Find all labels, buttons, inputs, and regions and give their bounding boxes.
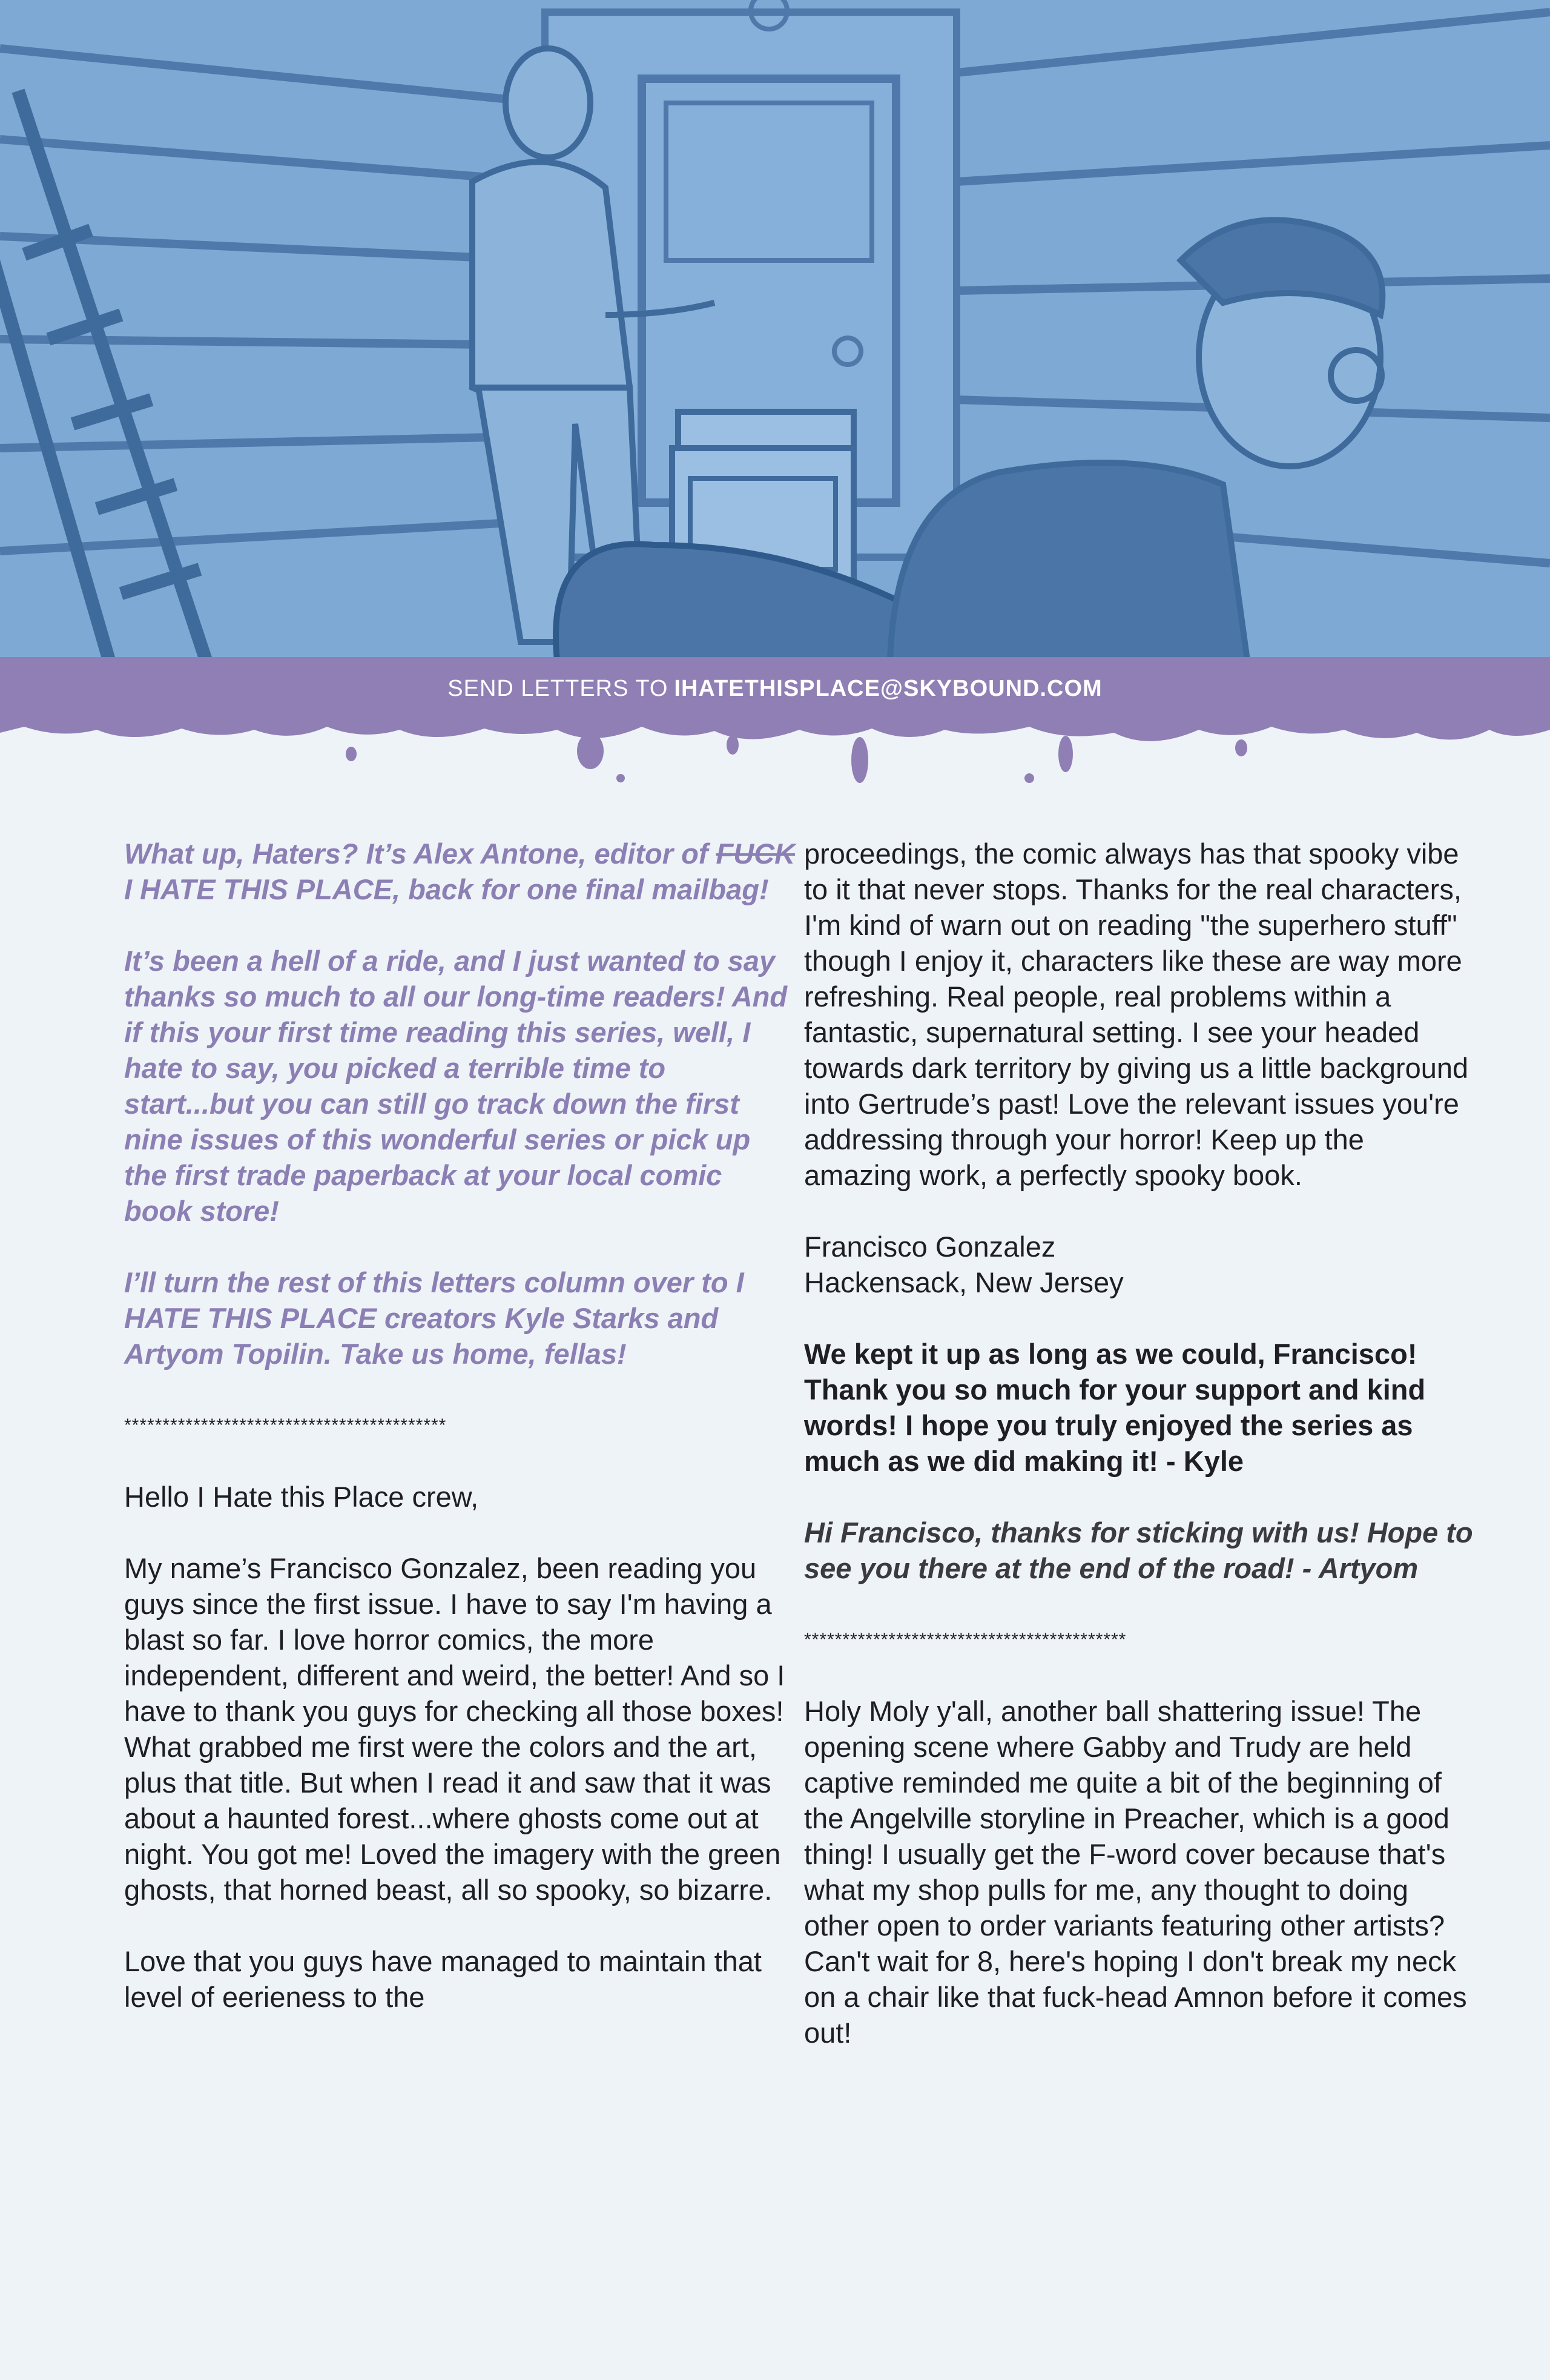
left-column (124, 836, 796, 2051)
right-column (804, 836, 1476, 2086)
letter-paragraph-1: My name’s Francisco Gonzalez, been reading you guys since the first issue. I have to say I'm having a blast so far. I love horror comics, the more independent, different and weird, the better! And so I have to thank you guys for checking all those boxes! What grabbed me first were the colors and the art, plus that title. But when I read it and saw that it was about a haunted forest...where ghosts come out at night. You got me! Loved the imagery with the green ghosts, that horned beast, all so spooky, so bizarre. (124, 1552, 785, 1906)
letter-paragraph-2: Love that you guys have managed to maintain that level of eerieness to the (124, 1945, 762, 2013)
editor-paragraph-2: It’s been a hell of a ride, and I just wanted to say thanks so much to all our long-time readers! And if this your first time reading this series, well, I hate to say, you picked a terrible time to start...but you can still go track down the first nine issues of this wonderful series or pick up the first trade paperback at your local comic book store! (124, 945, 788, 1227)
editor-intro-strikethrough: FUCK (716, 838, 796, 870)
section-divider-2: ****************************************** (804, 1630, 1127, 1650)
section-divider: ****************************************** (124, 1415, 447, 1435)
letter-signoff-place: Hackensack, New Jersey (804, 1266, 1124, 1298)
editor-intro-text-2: I HATE THIS PLACE, back for one final mailbag! (124, 873, 769, 905)
letter-signoff-name: Francisco Gonzalez (804, 1231, 1056, 1263)
kyle-reply: We kept it up as long as we could, Francisco! Thank you so much for your support and kind words! I hope you truly enjoyed the series as much as we did making it! - Kyle (804, 1338, 1426, 1477)
letter-2: Holy Moly y'all, another ball shattering issue! The opening scene where Gabby and Trudy are held captive reminded me quite a bit of the beginning of the Angelville storyline in Preacher, which is a good thing! I usually get the F-word cover because that's what my shop pulls for me, any thought to doing other open to order variants featuring other artists? Can't wait for 8, here's hoping I don't break my neck on a chair like that fuck-head Amnon before it comes out! (804, 1695, 1467, 2049)
letters-email-link[interactable]: IHATETHISPLACE@SKYBOUND.COM (674, 676, 1103, 701)
letter-continued: proceedings, the comic always has that spooky vibe to it that never stops. Thanks for the real characters, I'm kind of warn out on reading "the superhero stuff" though I enjoy it, characters like these are way more refreshing. Real people, real problems within a fantastic, supernatural setting. I see your headed towards dark territory by giving us a little background into Gertrude’s past! Love the relevant issues you're addressing through your horror! Keep up the amazing work, a perfectly spooky book. (804, 838, 1469, 1191)
send-letters-banner (0, 657, 1550, 721)
header-illustration (0, 0, 1550, 660)
letter-greeting: Hello I Hate this Place crew, (124, 1481, 479, 1513)
room-scene-illustration (0, 0, 1550, 660)
paint-drips-decoration (0, 718, 1550, 802)
editor-intro (124, 836, 796, 907)
editor-paragraph-3: I’ll turn the rest of this letters column over to I HATE THIS PLACE creators Kyle Starks and Artyom Topilin. Take us home, fellas! (124, 1266, 744, 1370)
artyom-reply: Hi Francisco, thanks for sticking with us! Hope to see you there at the end of the road! - Artyom (804, 1516, 1473, 1584)
editor-intro-text-1: What up, Haters? It’s Alex Antone, editor of (124, 838, 708, 870)
banner-prefix: SEND LETTERS TO (447, 676, 668, 701)
